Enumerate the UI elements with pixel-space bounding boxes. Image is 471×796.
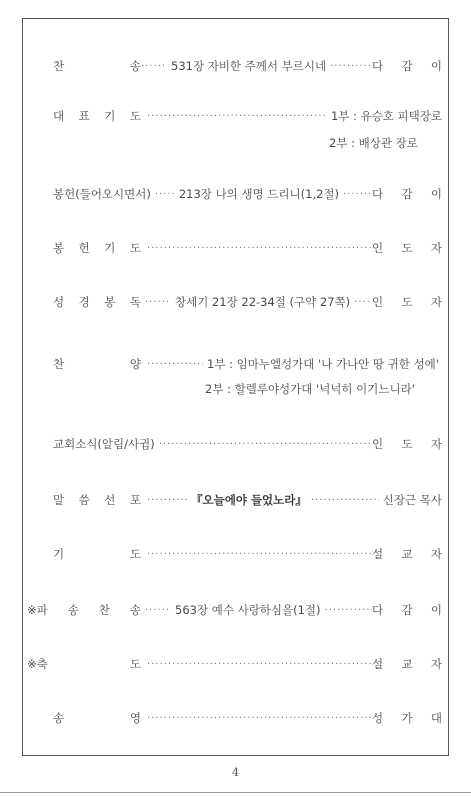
order-row-church-news — [53, 433, 442, 455]
order-row-doxology — [53, 707, 442, 729]
sending-hymn-title: 563장 예수 사랑하심을(1절) — [175, 603, 321, 617]
anthem-line-2: 2부 : 할렐루야성가대 '넉넉히 이기느니라' — [205, 382, 415, 396]
offering-hymn: 213장 나의 생명 드리니(1,2절) — [178, 187, 340, 201]
order-row-sermon — [53, 489, 442, 511]
order-label: 성 경 봉 독 — [53, 295, 141, 309]
order-row-offering-prayer — [53, 237, 442, 259]
order-row-choir-anthem — [53, 353, 442, 375]
preacher-name: 신장근 목사 — [382, 493, 442, 507]
order-leader: 다 감 이 — [372, 603, 442, 617]
page-number: 4 — [232, 766, 239, 779]
order-label: 교회소식(알림/사귐) — [53, 437, 155, 451]
divider — [0, 792, 471, 793]
order-leader: 인 도 자 — [372, 241, 442, 255]
order-leader: 설 교 자 — [372, 547, 442, 561]
order-leader: 다 감 이 — [372, 187, 442, 201]
order-label: 대 표 기 도 — [53, 109, 141, 123]
order-leader: 인 도 자 — [372, 437, 442, 451]
prayer-leader-2: 2부 : 배상관 장로 — [329, 136, 418, 150]
order-row-scripture-reading — [53, 291, 442, 313]
order-leader: 인 도 자 — [372, 295, 442, 309]
order-leader: 성 가 대 — [372, 711, 442, 725]
order-row-hymn — [53, 55, 442, 77]
order-leader: 설 교 자 — [372, 657, 442, 671]
order-row-benediction — [27, 653, 442, 675]
anthem-line-1: 1부 : 임마누엘성가대 '나 가나안 땅 귀한 성에' — [207, 357, 439, 371]
order-label: 기 도 — [53, 547, 141, 561]
order-label: 송 영 — [53, 711, 141, 725]
order-label: ※파 송 찬 송 — [27, 603, 141, 617]
order-row-offering — [53, 183, 442, 205]
hymn-title: 531장 자비한 주께서 부르시네 — [171, 59, 327, 73]
prayer-leader-1: 1부 : 유승호 피택장로 — [330, 109, 442, 123]
order-label: 찬 송 — [53, 59, 141, 73]
order-label: 찬 양 — [53, 357, 141, 371]
order-label: 봉 헌 기 도 — [53, 241, 141, 255]
scripture-reference: 창세기 21장 22-34절 (구약 27쪽) — [175, 295, 351, 309]
order-row-representative-prayer — [53, 105, 442, 127]
order-label: 봉헌(들어오시면서) — [53, 187, 151, 201]
order-label: ※축 도 — [27, 657, 141, 671]
order-row-sending-hymn — [27, 599, 442, 621]
order-label: 말 씀 선 포 — [53, 493, 141, 507]
bulletin-frame — [22, 18, 449, 756]
sermon-title: 『오늘에야 들었노라』 — [191, 493, 307, 507]
order-leader: 다 감 이 — [372, 59, 442, 73]
order-row-prayer — [53, 543, 442, 565]
